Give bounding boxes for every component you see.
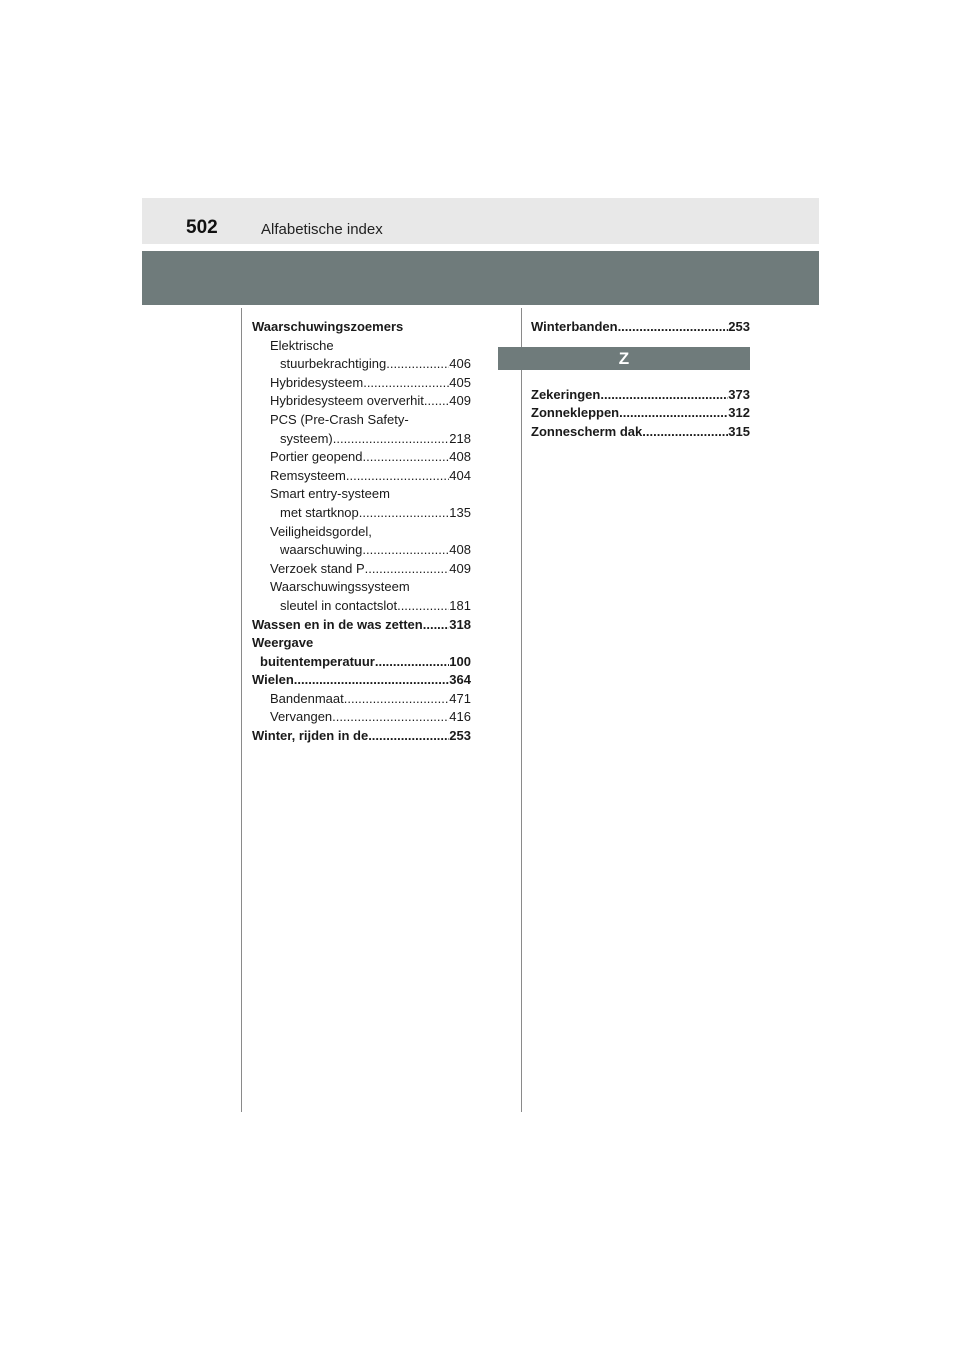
entry-page[interactable]: 100 <box>449 653 471 669</box>
index-entry[interactable] <box>252 355 471 374</box>
index-subheading: PCS (Pre-Crash Safety- <box>270 411 409 427</box>
leader-dots <box>397 597 449 616</box>
index-heading: Waarschuwingszoemers <box>252 319 404 334</box>
index-entry[interactable] <box>252 708 471 727</box>
index-subheading: Veiligheidsgordel, <box>270 523 372 539</box>
leader-dots <box>619 404 728 423</box>
leader-dots <box>424 392 449 411</box>
entry-page[interactable]: 315 <box>728 423 750 439</box>
entry-page[interactable]: 416 <box>449 709 471 725</box>
leader-dots <box>344 690 450 709</box>
leader-dots <box>362 541 449 560</box>
index-column-left <box>252 318 471 746</box>
entry-label: Portier geopend <box>270 449 363 465</box>
index-entry[interactable] <box>252 671 471 690</box>
entry-page[interactable]: 364 <box>449 672 471 688</box>
entry-page[interactable]: 404 <box>449 467 471 483</box>
leader-dots <box>642 423 728 442</box>
index-column-right <box>531 318 750 441</box>
entry-label: Wielen <box>252 672 294 688</box>
index-heading: Weergave <box>252 635 314 651</box>
entry-page[interactable]: 135 <box>449 504 471 520</box>
entry-page[interactable]: 253 <box>728 319 750 334</box>
leader-dots <box>618 318 729 337</box>
entry-label: Zekeringen <box>531 386 601 402</box>
entry-page[interactable]: 312 <box>728 405 750 421</box>
index-entry[interactable] <box>252 541 471 560</box>
index-entry[interactable] <box>252 374 471 393</box>
entry-label: stuurbekrachtiging <box>280 356 387 372</box>
entry-label: sleutel in contactslot <box>280 597 398 613</box>
index-entry[interactable] <box>252 467 471 486</box>
entry-page[interactable]: 318 <box>449 616 471 632</box>
index-entry[interactable] <box>252 616 471 635</box>
leader-dots <box>363 374 449 393</box>
entry-label: waarschuwing <box>280 542 363 558</box>
leader-dots <box>423 616 450 635</box>
leader-dots <box>333 430 450 449</box>
entry-page[interactable]: 471 <box>449 690 471 706</box>
entry-page[interactable]: 406 <box>449 356 471 372</box>
index-entry[interactable] <box>531 386 750 405</box>
entry-page[interactable]: 409 <box>449 560 471 576</box>
entry-label: Winter, rijden in de <box>252 728 369 744</box>
entry-page[interactable]: 405 <box>449 374 471 390</box>
entry-label: Hybridesysteem oververhit <box>270 393 424 409</box>
section-title: Alfabetische index <box>261 221 383 238</box>
leader-dots <box>368 727 449 746</box>
column-rule-middle <box>521 308 522 1112</box>
entry-page[interactable]: 409 <box>449 393 471 409</box>
entry-page[interactable]: 408 <box>449 542 471 558</box>
entry-label: Wassen en in de was zetten <box>252 616 423 632</box>
entry-page[interactable]: 373 <box>728 386 750 402</box>
index-entry[interactable] <box>252 430 471 449</box>
index-entry[interactable] <box>252 560 471 579</box>
entry-page[interactable]: 181 <box>449 597 471 613</box>
leader-dots <box>386 355 449 374</box>
letter-section-header: Z <box>498 347 750 370</box>
index-entry[interactable] <box>531 423 750 442</box>
entry-label: buitentemperatuur <box>260 653 375 669</box>
index-entry[interactable] <box>252 690 471 709</box>
index-subheading: Smart entry-systeem <box>270 486 390 502</box>
leader-dots <box>359 504 450 523</box>
column-rule-left <box>241 308 242 1112</box>
entry-label: Verzoek stand P <box>270 560 365 576</box>
leader-dots <box>375 653 449 672</box>
header-bar <box>142 198 819 244</box>
entry-label: met startknop <box>280 504 359 520</box>
index-entry[interactable] <box>252 653 471 672</box>
index-entry[interactable] <box>531 404 750 423</box>
entry-page[interactable]: 408 <box>449 449 471 465</box>
index-entry[interactable] <box>252 727 471 746</box>
leader-dots <box>294 671 450 690</box>
entry-label: Bandenmaat <box>270 690 344 706</box>
entry-label: Zonnekleppen <box>531 405 620 421</box>
leader-dots <box>365 560 450 579</box>
index-entry[interactable] <box>252 504 471 523</box>
entry-label: systeem) <box>280 430 333 446</box>
page-number: 502 <box>186 217 218 238</box>
entry-label: Remsysteem <box>270 467 346 483</box>
index-entry[interactable] <box>252 597 471 616</box>
leader-dots <box>600 386 728 405</box>
index-subheading: Waarschuwingssysteem <box>270 579 410 595</box>
leader-dots <box>363 448 450 467</box>
index-entry[interactable] <box>531 318 750 337</box>
entry-page[interactable]: 218 <box>449 430 471 446</box>
index-entry[interactable] <box>252 392 471 411</box>
entry-label: Winterbanden <box>531 319 618 334</box>
leader-dots <box>332 708 449 727</box>
index-entry[interactable] <box>252 448 471 467</box>
entry-page[interactable]: 253 <box>449 728 471 744</box>
entry-label: Zonnescherm dak <box>531 423 643 439</box>
entry-label: Hybridesysteem <box>270 374 364 390</box>
section-band <box>142 251 819 305</box>
index-subheading: Elektrische <box>270 337 334 353</box>
leader-dots <box>346 467 449 486</box>
entry-label: Vervangen <box>270 709 333 725</box>
